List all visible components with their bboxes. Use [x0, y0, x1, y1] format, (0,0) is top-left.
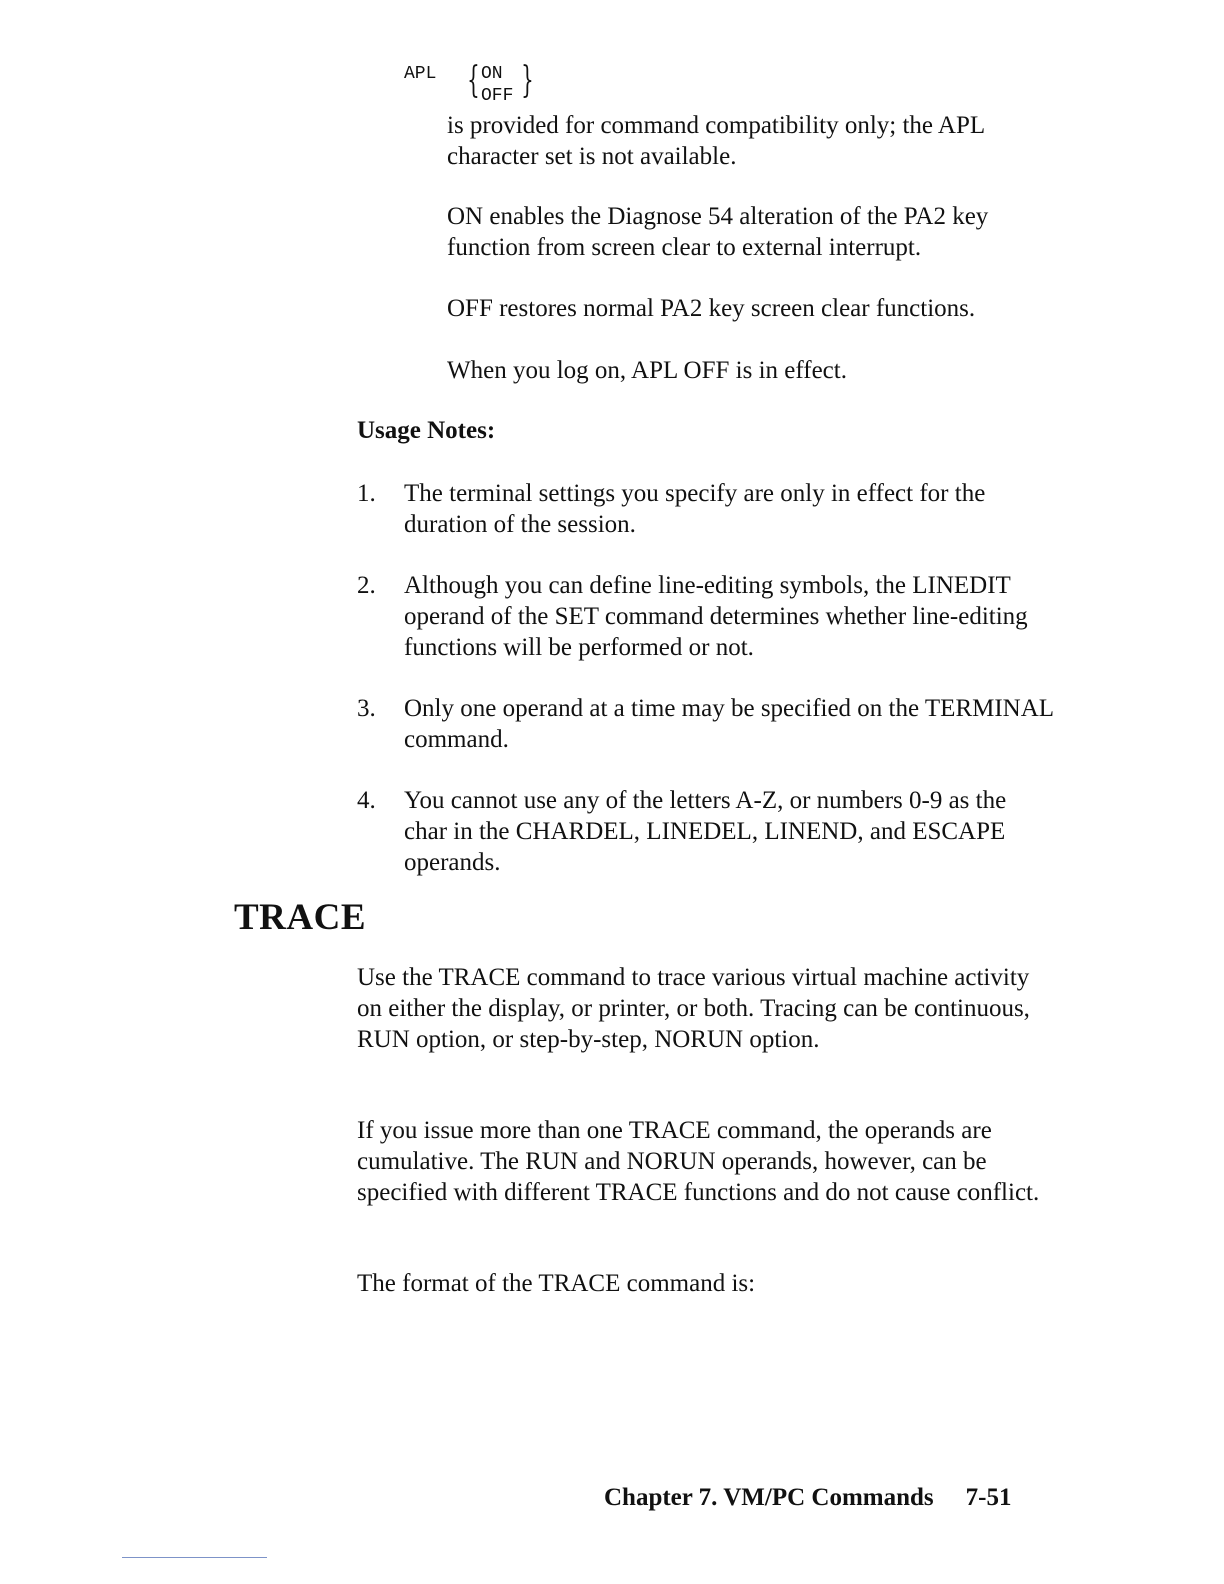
footer-chapter: Chapter 7. VM/PC Commands — [604, 1484, 934, 1511]
list-item-text: Only one operand at a time may be specified on the TERMINAL command. — [404, 695, 1054, 753]
section-title-trace: TRACE — [234, 897, 367, 938]
left-brace-icon: { — [467, 60, 480, 101]
syntax-option-off: OFF — [481, 86, 514, 106]
usage-notes-heading: Usage Notes: — [357, 417, 496, 444]
list-item-text: Although you can define line-editing symbols, the LINEDIT operand of the SET command determines whether line-editing functions will be performed or not. — [404, 572, 1028, 661]
apl-desc-p2: ON enables the Diagnose 54 alteration of the PA2 key function from screen clear to external interrupt. — [447, 203, 989, 261]
apl-desc-p4: When you log on, APL OFF is in effect. — [447, 357, 847, 384]
apl-desc-p1: is provided for command compatibility only; the APL character set is not available. — [447, 112, 985, 170]
list-item-number: 1. — [357, 480, 376, 507]
list-item-number: 2. — [357, 572, 376, 599]
trace-intro-p2: If you issue more than one TRACE command, the operands are cumulative. The RUN and NORUN operands, however, can be specified with different TRACE functions and do not cause conflict. — [357, 1117, 1040, 1206]
list-item-text: The terminal settings you specify are only in effect for the duration of the session. — [404, 480, 986, 538]
page-number: 7-51 — [965, 1484, 1012, 1511]
page-footer — [604, 1484, 1011, 1512]
apl-desc-p3: OFF restores normal PA2 key screen clear functions. — [447, 295, 976, 322]
syntax-keyword: APL — [404, 64, 437, 84]
list-item-text: You cannot use any of the letters A-Z, or numbers 0-9 as the char in the CHARDEL, LINEDEL, LINEND, and ESCAPE operands. — [404, 787, 1007, 876]
right-brace-icon: } — [521, 60, 534, 101]
list-item-number: 4. — [357, 787, 376, 814]
list-item-number: 3. — [357, 695, 376, 722]
syntax-option-on: ON — [481, 64, 503, 84]
bottom-rule — [122, 1557, 267, 1558]
trace-format-intro: The format of the TRACE command is: — [357, 1270, 756, 1297]
trace-intro-p1: Use the TRACE command to trace various virtual machine activity on either the display, or printer, or both. Tracing can be continuous, RUN option, or step-by-step, NORUN option. — [357, 964, 1030, 1053]
